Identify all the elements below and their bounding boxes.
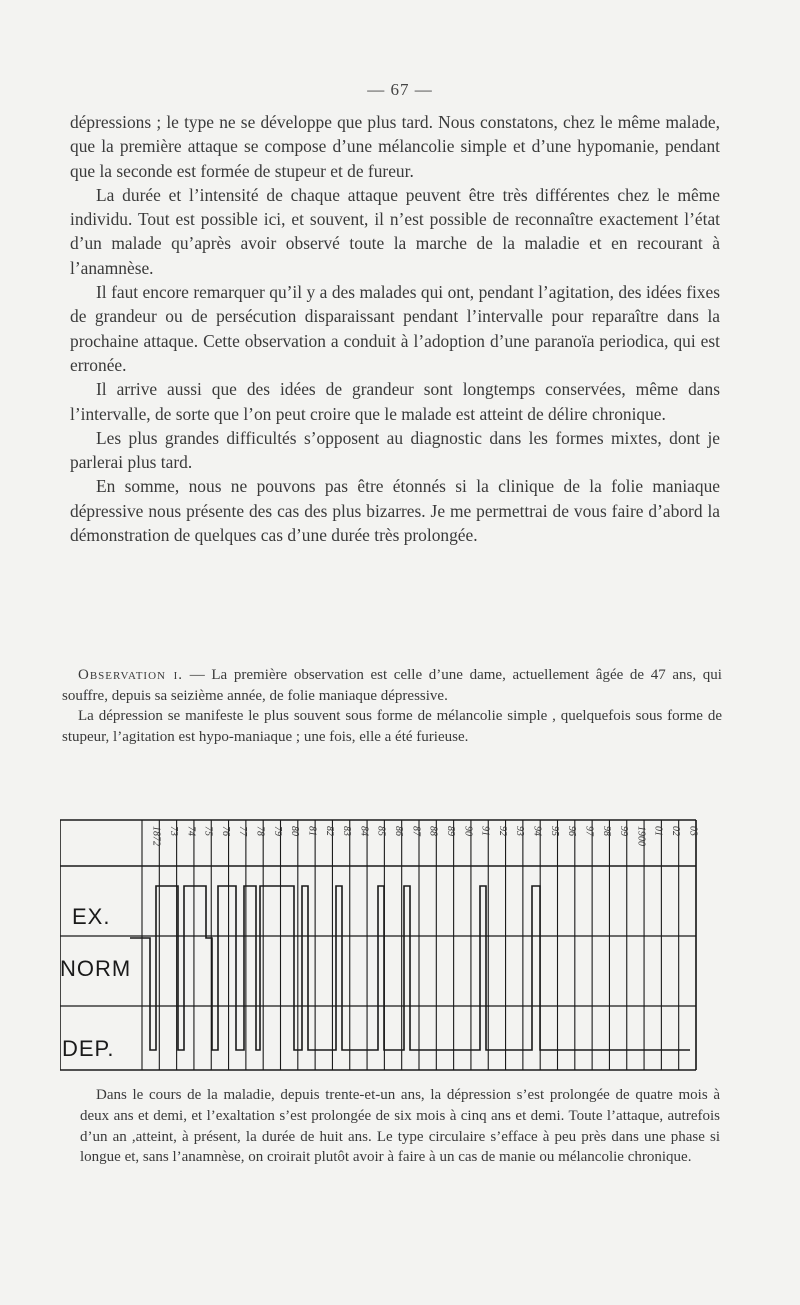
year-label: 1900: [635, 826, 647, 846]
closing-text: Dans le cours de la maladie, depuis trente-et-un ans, la dépression s’est prolongée de quatre mois à deux ans et demi, et l’exaltation s’est prolongée de six mois à cinq ans et demi. Toute l’attaque, autrefois d’un an ,atteint, à présent, la durée de huit ans. Le type circulaire s’efface à peu près dans une phase si longue et, sans l’anamnèse, on croirait plutôt avoir à faire à un cas de manie ou mélancolie chronique.: [80, 1087, 720, 1166]
course-diagram: [60, 818, 700, 1083]
year-label: 86: [393, 826, 405, 836]
year-label: 1872: [150, 826, 162, 846]
year-label: 95: [548, 826, 560, 836]
year-label: 98: [600, 826, 612, 836]
year-label: 83: [341, 826, 353, 836]
year-label: 79: [271, 826, 283, 836]
course-trace: [130, 886, 690, 1050]
paragraph-1: dépressions ; le type ne se développe que plus tard. Nous constatons, chez le même malade, que la première attaque se compose d’une mélancolie simple et d’une hypomanie, pendant que la seconde est formée de stupeur et de fureur.: [70, 112, 720, 181]
paragraph-3: Il faut encore remarquer qu’il y a des malades qui ont, pendant l’agitation, des idées fixes de grandeur ou de persécution disparaissant pendant l’intervalle pour reparaître dans la prochaine attaque. Cette observation a conduit à l’adoption d’une paranoïa periodica, qui est erronée.: [70, 282, 720, 375]
observation-heading: Observation i.: [78, 667, 184, 683]
observation-block: [62, 665, 722, 747]
observation-paragraph-2: La dépression se manifeste le plus souvent sous forme de mélancolie simple , quelquefois sous forme de stupeur, l’agitation est hypo-maniaque ; une fois, elle a été furieuse.: [62, 708, 722, 745]
year-label: 02: [670, 826, 682, 836]
year-label: 01: [652, 826, 664, 836]
year-label: 78: [254, 826, 266, 836]
year-label: 73: [167, 826, 179, 836]
year-label: 92: [496, 826, 508, 836]
year-label: 87: [410, 826, 422, 836]
observation-text-1: — La première observation est celle d’une dame, actuellement âgée de 47 ans, qui souffre, depuis sa seizième année, de folie maniaque dépressive.: [62, 667, 722, 704]
year-label: 85: [375, 826, 387, 836]
row-label-norm: NORM: [60, 956, 132, 981]
page-number: — 67 —: [367, 80, 433, 99]
paragraph-5: Les plus grandes difficultés s’opposent au diagnostic dans les formes mixtes, dont je parlerai plus tard.: [70, 427, 720, 473]
row-labels: [60, 904, 131, 1061]
year-label: 90: [462, 826, 474, 836]
year-label: 81: [306, 826, 318, 836]
paragraph-6: En somme, nous ne pouvons pas être étonnés si la clinique de la folie maniaque dépressive nous présente des cas des plus bizarres. Je me permettrai de vous faire d’abord la démonstration de quelques cas d’une durée très prolongée.: [70, 476, 720, 546]
year-label: 91: [479, 826, 491, 836]
year-label: 97: [583, 826, 595, 836]
year-label: 89: [444, 826, 456, 836]
year-label: 74: [185, 826, 197, 836]
main-text: [70, 110, 720, 547]
row-label-dep: DEP.: [62, 1036, 115, 1061]
year-label: 93: [514, 826, 526, 836]
course-diagram-svg: [60, 818, 700, 1078]
paragraph-4: Il arrive aussi que des idées de grandeur sont longtemps conservées, même dans l’intervalle, de sorte que l’on peut croire que le malade est atteint de délire chronique.: [70, 379, 720, 424]
paragraph-2: La durée et l’intensité de chaque attaque peuvent être très différentes chez le même individu. Tout est possible ici, et souvent, il n’est possible de reconnaître exactement l’état d’un malade qu’après avoir observé toute la marche de la maladie et en recourant à l’anamnèse.: [70, 184, 720, 278]
observation-paragraph-1: [62, 665, 722, 706]
year-labels: [151, 826, 699, 846]
closing-paragraph: [80, 1085, 720, 1168]
year-label: 03: [687, 826, 699, 836]
year-label: 96: [566, 826, 578, 836]
year-label: 82: [323, 826, 335, 836]
year-label: 88: [427, 826, 439, 836]
row-label-ex: EX.: [72, 904, 111, 929]
year-label: 80: [289, 826, 301, 836]
year-label: 84: [358, 826, 370, 836]
year-label: 94: [531, 826, 543, 836]
year-label: 76: [219, 826, 231, 836]
year-label: 75: [202, 826, 214, 836]
year-label: 99: [618, 826, 630, 836]
year-label: 77: [237, 826, 249, 836]
